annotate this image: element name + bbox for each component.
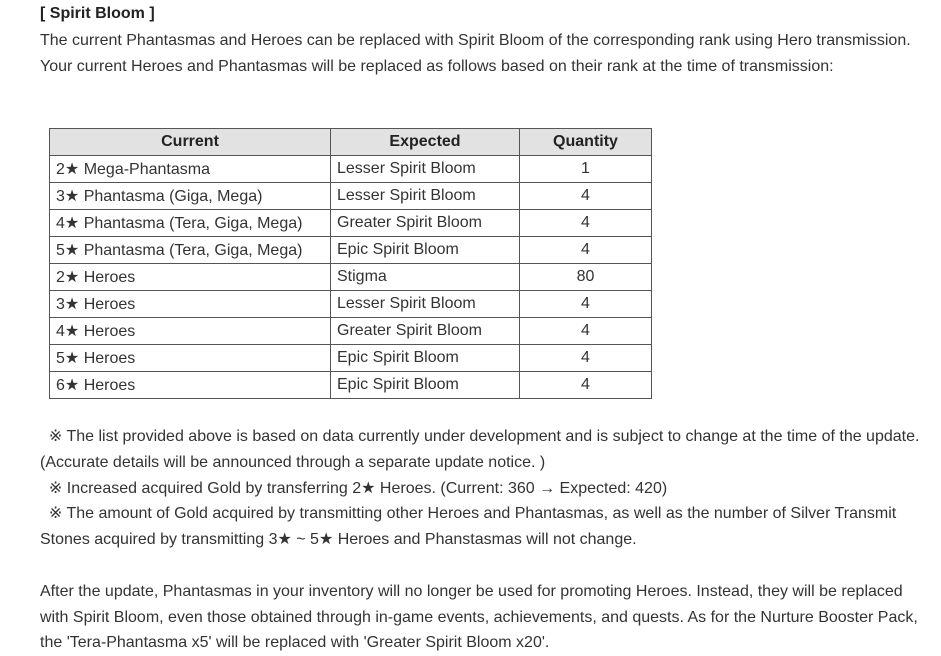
- cell-expected: Epic Spirit Bloom: [331, 237, 520, 264]
- cell-expected: Stigma: [331, 264, 520, 291]
- cell-expected: Lesser Spirit Bloom: [331, 183, 520, 210]
- closing-paragraph: After the update, Phantasmas in your inventory will no longer be used for promoting Heroes. Instead, they will be replaced with Spirit Bloom, even those obtained through in-game events, achievements, and quests. As for the Nurture Booster Pack, the 'Tera-Phantasma x5' will be replaced with 'Greater Spirit Bloom x20'.: [40, 582, 918, 652]
- note-gold-increase: ※ Increased acquired Gold by transferring 2★ Heroes. (Current: 360 → Expected: 420): [40, 479, 668, 497]
- cell-expected: Epic Spirit Bloom: [331, 345, 520, 372]
- cell-expected: Greater Spirit Bloom: [331, 210, 520, 237]
- table-row: [50, 210, 652, 237]
- intro-paragraph: The current Phantasmas and Heroes can be replaced with Spirit Bloom of the corresponding rank using Hero transmission. Your current Heroes and Phantasmas will be replaced as follows based on their rank at the time of transmission:: [40, 32, 911, 75]
- cell-current: 4★ Phantasma (Tera, Giga, Mega): [50, 210, 331, 237]
- header-quantity: Quantity: [520, 129, 652, 156]
- note-development: ※ The list provided above is based on data currently under development and is subject to change at the time of the update. (Accurate details will be announced through a separate update notice. ): [40, 428, 920, 471]
- paragraph-gap: [40, 553, 920, 579]
- cell-quantity: 4: [520, 210, 652, 237]
- table-row: [50, 183, 652, 210]
- table-row: [50, 264, 652, 291]
- article: [40, 0, 920, 652]
- table-row: [50, 291, 652, 318]
- cell-quantity: 4: [520, 237, 652, 264]
- table-header-row: [50, 129, 652, 156]
- table-row: [50, 372, 652, 399]
- notes-section: [40, 424, 920, 656]
- cell-quantity: 4: [520, 345, 652, 372]
- cell-expected: Lesser Spirit Bloom: [331, 156, 520, 183]
- cell-current: 5★ Heroes: [50, 345, 331, 372]
- cell-quantity: 4: [520, 318, 652, 345]
- cell-quantity: 4: [520, 372, 652, 399]
- cell-current: 6★ Heroes: [50, 372, 331, 399]
- cell-current: 3★ Phantasma (Giga, Mega): [50, 183, 331, 210]
- cell-current: 2★ Mega-Phantasma: [50, 156, 331, 183]
- section-heading: [ Spirit Bloom ]: [40, 5, 155, 22]
- cell-quantity: 1: [520, 156, 652, 183]
- table-row: [50, 318, 652, 345]
- cell-current: 3★ Heroes: [50, 291, 331, 318]
- header-expected: Expected: [331, 129, 520, 156]
- cell-expected: Lesser Spirit Bloom: [331, 291, 520, 318]
- note-unchanged: ※ The amount of Gold acquired by transmitting other Heroes and Phantasmas, as well as the number of Silver Transmit Stones acquired by transmitting 3★ ~ 5★ Heroes and Phanstasmas will not change.: [40, 505, 897, 549]
- cell-expected: Epic Spirit Bloom: [331, 372, 520, 399]
- header-current: Current: [50, 129, 331, 156]
- spirit-bloom-table: [49, 128, 652, 399]
- cell-current: 4★ Heroes: [50, 318, 331, 345]
- cell-current: 5★ Phantasma (Tera, Giga, Mega): [50, 237, 331, 264]
- cell-current: 2★ Heroes: [50, 264, 331, 291]
- cell-quantity: 80: [520, 264, 652, 291]
- table-row: [50, 345, 652, 372]
- cell-expected: Greater Spirit Bloom: [331, 318, 520, 345]
- table-row: [50, 156, 652, 183]
- table-row: [50, 237, 652, 264]
- cell-quantity: 4: [520, 291, 652, 318]
- cell-quantity: 4: [520, 183, 652, 210]
